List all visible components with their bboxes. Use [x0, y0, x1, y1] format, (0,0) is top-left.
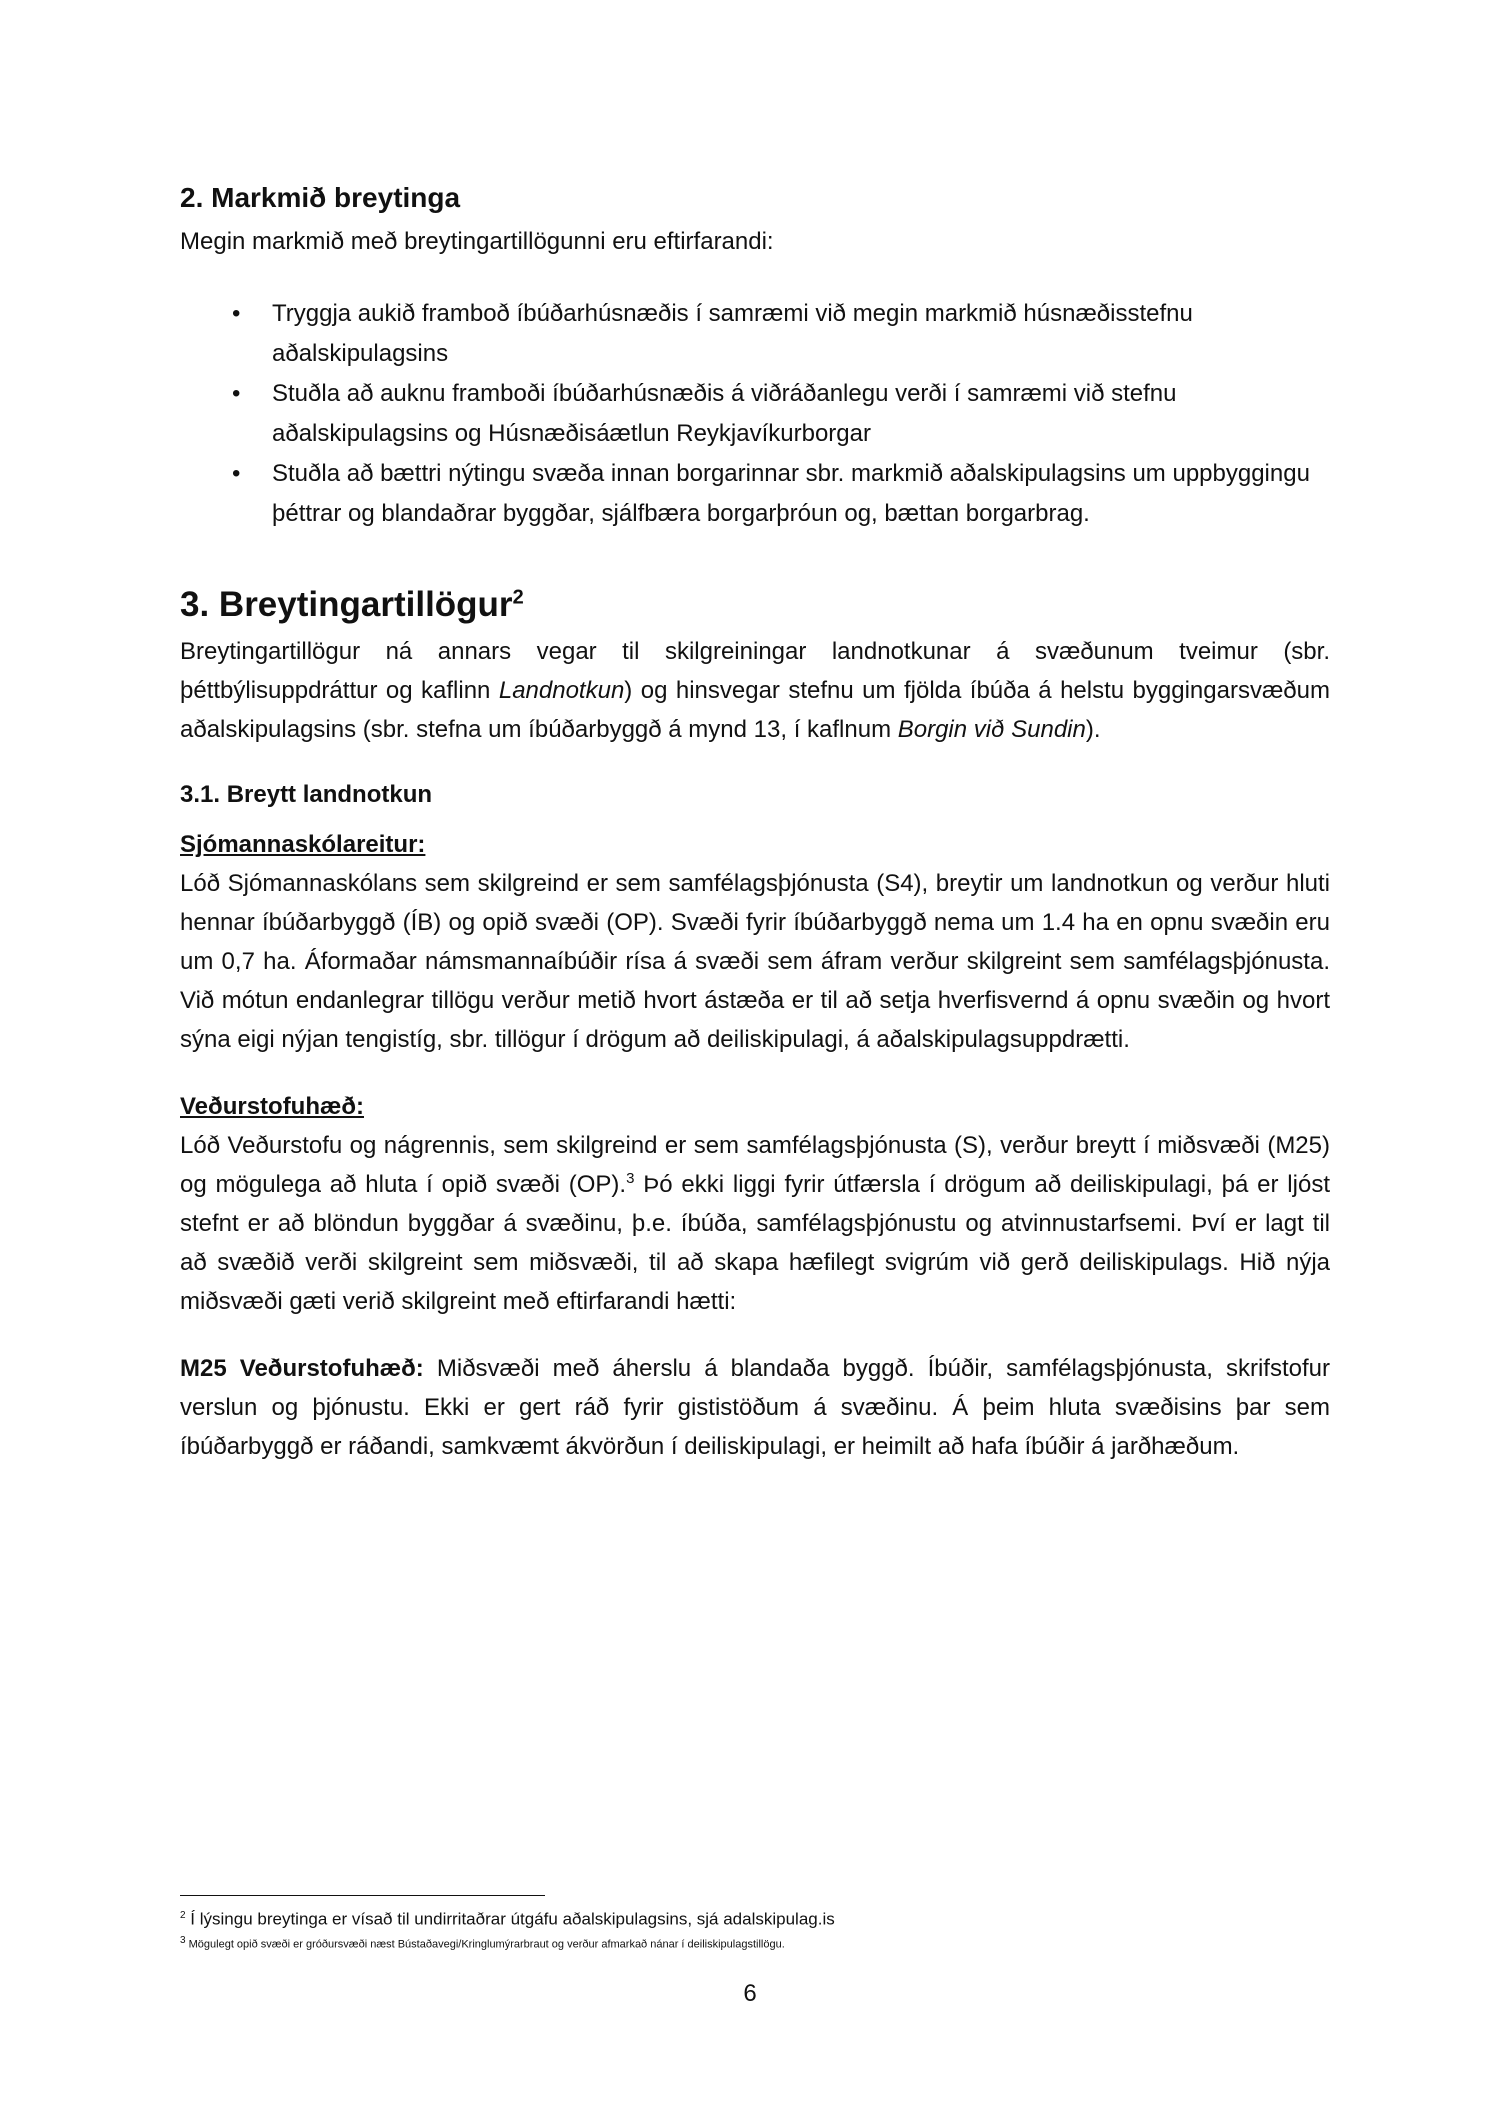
- footnote-ref-3: 3: [626, 1169, 635, 1187]
- paragraph-text: Breytingartillögur ná annars vegar til skilgreiningar landnotkunar á svæðunum tveimur (sbr. þéttbýlisuppdráttur og kaflinn: [180, 637, 1330, 704]
- footnote-marker: 3: [180, 1934, 186, 1946]
- subsection-heading: 3.1. Breytt landnotkun: [180, 780, 433, 808]
- m25-text: Miðsvæði með áherslu á blandaða byggð. Íbúðir, samfélagsþjónusta, skrifstofur verslun og þjónustu. Ekki er gert ráð fyrir gististöðum á svæðinu. Á þeim hluta svæðisins þar sem íbúðarbyggð er ráðandi, samkvæmt ákvörðun í deiliskipulagi, er heimilt að hafa íbúðir á jarðhæðum.: [180, 1354, 1330, 1460]
- bullet-icon: •: [232, 380, 241, 408]
- section-3-heading-text: 3. Breytingartillögur: [180, 585, 513, 625]
- area-title: Veðurstofuhæð:: [180, 1092, 364, 1120]
- area-text: [180, 1126, 1330, 1321]
- bullet-icon: •: [232, 460, 241, 488]
- footnote-divider: [180, 1895, 545, 1896]
- bullet-icon: •: [232, 300, 241, 328]
- area-sjomannaskolareitur: [180, 825, 1330, 1059]
- chapter-reference-landnotkun: Landnotkun: [498, 676, 625, 704]
- goal-text: Stuðla að auknu framboði íbúðarhúsnæðis á viðráðanlegu verði í samræmi við stefnu aðalskipulagsins og Húsnæðisáætlun Reykjavíkurborgar: [272, 380, 1177, 448]
- footnotes: [180, 1905, 1330, 1954]
- area-text-part: Þó ekki liggi fyrir útfærsla í drögum að deiliskipulagi, þá er ljóst stefnt er að blöndun byggðar á svæðinu, þ.e. íbúða, samfélagsþjónustu og atvinnustarfsemi. Því er lagt til að svæðið verði skilgreint sem miðsvæði, til að skapa hæfilegt svigrúm við gerð deiliskipulags. Hið nýja miðsvæði gæti verið skilgreint með eftirfarandi hætti:: [180, 1170, 1330, 1315]
- goal-text: Stuðla að bættri nýtingu svæða innan borgarinnar sbr. markmið aðalskipulagsins um uppbyggingu þéttrar og blandaðrar byggðar, sjálfbæra borgarþróun og, bættan borgarbrag.: [272, 460, 1310, 528]
- area-title: Sjómannaskólareitur:: [180, 830, 426, 858]
- section-3-heading: [180, 582, 1330, 628]
- goal-text: Tryggja aukið framboð íbúðarhúsnæðis í samræmi við megin markmið húsnæðisstefnu aðalskipulagsins: [272, 300, 1193, 368]
- m25-label: M25 Veðurstofuhæð:: [180, 1354, 424, 1382]
- footnote-2: [180, 1905, 1330, 1931]
- paragraph-text: ).: [1085, 715, 1101, 743]
- page-content: [180, 180, 1330, 1466]
- chapter-reference-borgin: Borgin við Sundin: [897, 715, 1086, 743]
- area-vedurstofuhaed: [180, 1087, 1330, 1321]
- section-3-paragraph: [180, 632, 1330, 749]
- footnote-text: Í lýsingu breytinga er vísað til undirritaðrar útgáfu aðalskipulagsins, sjá adalskipulag.is: [185, 1909, 835, 1929]
- footnote-3: [180, 1931, 1330, 1955]
- footnote-ref-2: 2: [512, 586, 524, 609]
- goals-list: [180, 294, 1330, 534]
- footnote-marker: 2: [180, 1910, 186, 1921]
- area-text-part: Lóð Veðurstofu og nágrennis, sem skilgreind er sem samfélagsþjónusta (S), verður breytt í miðsvæði (M25) og mögulega að hluta í opið svæði (OP).: [180, 1131, 1330, 1198]
- section-2-heading: 2. Markmið breytinga: [180, 182, 461, 213]
- area-text: Lóð Sjómannaskólans sem skilgreind er sem samfélagsþjónusta (S4), breytir um landnotkun og verður hluti hennar íbúðarbyggð (ÍB) og opið svæði (OP). Svæði fyrir íbúðarbyggð nema um 1.4 ha en opnu svæðin eru um 0,7 ha. Áformaðar námsmannaíbúðir rísa á svæði sem áfram verður skilgreint sem samfélagsþjónusta. Við mótun endanlegrar tillögu verður metið hvort ástæða er til að setja hverfisvernd á opnu svæðin og hvort sýna eigi nýjan tengistíg, sbr. tillögur í drögum að deiliskipulagi, á aðalskipulagsuppdrætti.: [180, 869, 1330, 1053]
- goal-item: [180, 374, 1330, 454]
- page-number: 6: [743, 1980, 757, 2007]
- goal-item: [180, 294, 1330, 374]
- section-2-intro: Megin markmið með breytingartillögunni eru eftirfarandi:: [180, 228, 774, 256]
- m25-definition: [180, 1349, 1330, 1466]
- goal-item: [180, 454, 1330, 534]
- footnote-text: Mögulegt opið svæði er gróðursvæði næst Bústaðavegi/Kringlumýrarbraut og verður afmarkað nánar í deiliskipulagstillögu.: [185, 1938, 785, 1951]
- paragraph-text: ) og hinsvegar stefnu um fjölda íbúða á helstu byggingarsvæðum aðalskipulagsins (sbr. stefna um íbúðarbyggð á mynd 13, í kaflnum: [180, 676, 1330, 743]
